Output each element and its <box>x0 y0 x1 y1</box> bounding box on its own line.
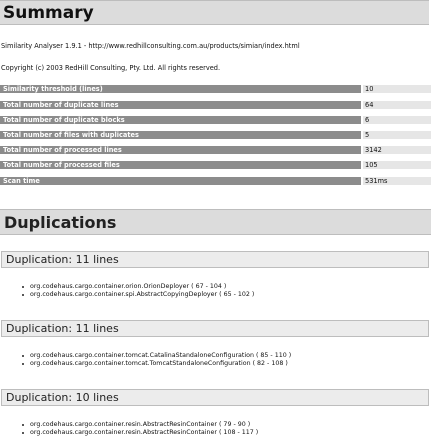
stat-value: 3142 <box>363 146 431 154</box>
stat-row-duplicate-blocks <box>0 116 431 124</box>
duplication-entry-list <box>22 283 254 299</box>
copyright-line: Copyright (c) 2003 RedHill Consulting, Pty. Ltd. All rights reserved. <box>1 64 221 72</box>
list-item <box>22 291 254 299</box>
stat-label: Total number of duplicate blocks <box>0 116 361 124</box>
stat-row-processed-lines <box>0 146 431 154</box>
stat-row-processed-files <box>0 161 431 169</box>
list-item <box>22 283 254 291</box>
bullet-icon <box>22 355 24 357</box>
duplication-entry: org.codehaus.cargo.container.orion.OrionDeployer ( 67 - 104 ) <box>30 283 227 290</box>
bullet-icon <box>22 286 24 288</box>
stat-value: 5 <box>363 131 431 139</box>
bullet-icon <box>22 294 24 296</box>
duplication-heading-text: Duplication: 11 lines <box>6 253 119 266</box>
duplications-title: Duplications <box>4 213 117 232</box>
duplication-entry: org.codehaus.cargo.container.resin.AbstractResinContainer ( 79 - 90 ) <box>30 421 251 428</box>
duplications-header <box>0 209 431 235</box>
duplication-entry: org.codehaus.cargo.container.tomcat.CatalinaStandaloneConfiguration ( 85 - 110 ) <box>30 352 292 359</box>
bullet-icon <box>22 424 24 426</box>
stat-row-files-with-duplicates <box>0 131 431 139</box>
duplication-heading-text: Duplication: 10 lines <box>6 391 119 404</box>
stat-label: Total number of processed lines <box>0 146 361 154</box>
duplication-entry-list <box>22 421 258 437</box>
duplication-entry-list <box>22 352 291 368</box>
stat-label: Total number of files with duplicates <box>0 131 361 139</box>
bullet-icon <box>22 432 24 434</box>
duplication-heading <box>1 389 429 406</box>
stat-row-scan-time <box>0 177 431 185</box>
version-line: Similarity Analyser 1.9.1 - http://www.redhillconsulting.com.au/products/simian/index.html <box>1 42 300 50</box>
stat-value: 6 <box>363 116 431 124</box>
stat-value: 105 <box>363 161 431 169</box>
stat-row-threshold <box>0 85 431 93</box>
summary-title: Summary <box>3 3 94 23</box>
list-item <box>22 360 291 368</box>
stat-value: 10 <box>363 85 431 93</box>
duplication-entry: org.codehaus.cargo.container.resin.AbstractResinContainer ( 108 - 117 ) <box>30 429 259 436</box>
stat-value: 531ms <box>363 177 431 185</box>
duplication-entry: org.codehaus.cargo.container.tomcat.TomcatStandaloneConfiguration ( 82 - 108 ) <box>30 360 288 367</box>
summary-header <box>0 0 429 25</box>
duplication-heading <box>1 251 429 268</box>
duplication-heading-text: Duplication: 11 lines <box>6 322 119 335</box>
duplication-entry: org.codehaus.cargo.container.spi.AbstractCopyingDeployer ( 65 - 102 ) <box>30 291 255 298</box>
duplication-heading <box>1 320 429 337</box>
stat-value: 64 <box>363 101 431 109</box>
stat-label: Total number of duplicate lines <box>0 101 361 109</box>
stat-label: Scan time <box>0 177 361 185</box>
list-item <box>22 352 291 360</box>
stat-label: Total number of processed files <box>0 161 361 169</box>
list-item <box>22 429 258 437</box>
stat-row-duplicate-lines <box>0 101 431 109</box>
stat-label: Similarity threshold (lines) <box>0 85 361 93</box>
list-item <box>22 421 258 429</box>
bullet-icon <box>22 363 24 365</box>
